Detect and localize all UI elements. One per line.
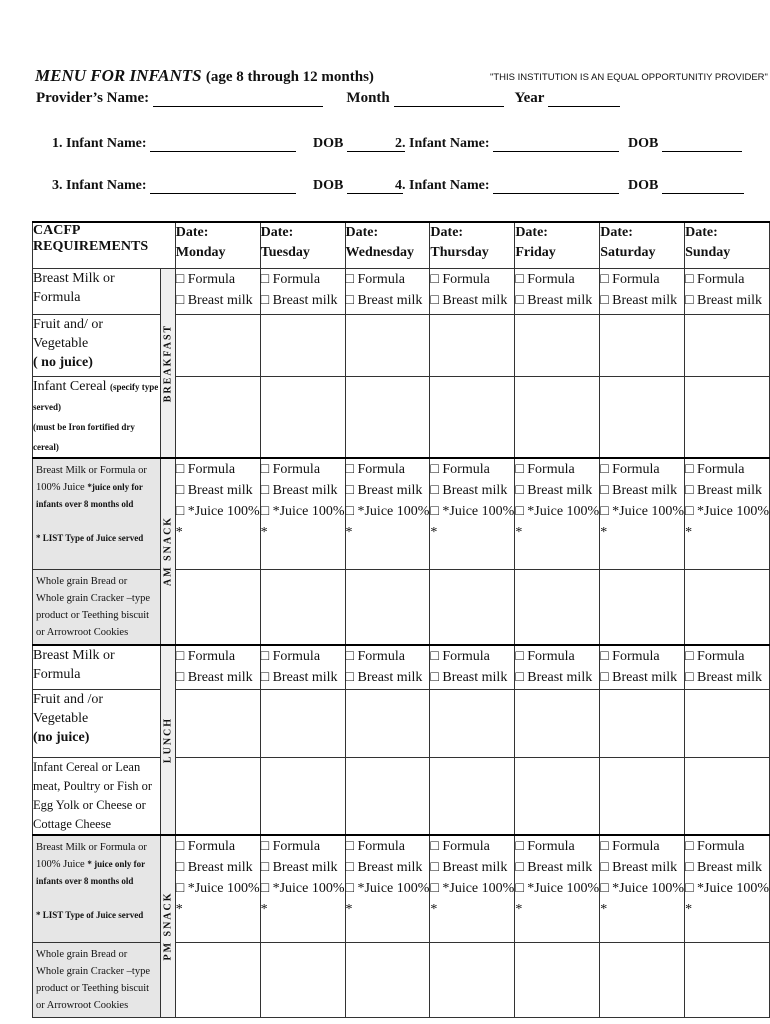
date-label: Date: xyxy=(600,225,633,240)
date-label: Date: xyxy=(175,225,209,240)
lunch-row-protein xyxy=(33,757,770,835)
am-snack-row-drink xyxy=(33,458,770,570)
year-label: Year xyxy=(514,90,545,106)
juice-checkbox[interactable]: □ *Juice 100% xyxy=(685,880,769,896)
formula-checkbox[interactable]: □ Formula xyxy=(345,461,405,477)
infant-1-name-field[interactable] xyxy=(150,137,296,152)
juice-checkbox[interactable]: □ *Juice 100% xyxy=(515,880,600,896)
breast-milk-checkbox[interactable]: □ Breast milk xyxy=(345,482,423,498)
milk-options-cell[interactable] xyxy=(685,268,770,314)
lunch-row-fruit xyxy=(33,689,770,757)
drink-options-cell[interactable] xyxy=(515,458,600,570)
am-snack-req-drink xyxy=(33,458,161,570)
meal-label-pm-snack xyxy=(161,835,176,1018)
infant-3-row xyxy=(52,178,403,194)
breast-milk-checkbox[interactable]: □ Breast milk xyxy=(175,482,253,498)
req-note: * juice only for infants over 8 months old xyxy=(36,858,145,886)
breast-milk-checkbox[interactable]: □ Breast milk xyxy=(515,482,593,498)
formula-checkbox[interactable]: □ Formula xyxy=(260,838,321,854)
menu-cell[interactable] xyxy=(260,689,345,757)
breast-milk-checkbox[interactable]: □ Breast milk xyxy=(430,670,508,685)
breast-milk-checkbox[interactable]: □ Breast milk xyxy=(430,859,508,875)
day-header-monday xyxy=(175,222,260,268)
milk-options-cell[interactable] xyxy=(600,645,685,689)
req-note: * LIST Type of Juice served xyxy=(36,532,144,543)
formula-checkbox[interactable]: □ Formula xyxy=(685,271,745,287)
req-note: (no juice) xyxy=(33,729,90,745)
provider-label: Provider’s Name: xyxy=(36,90,150,106)
provider-row xyxy=(36,90,620,107)
juice-type-note: * xyxy=(515,524,523,540)
menu-cell[interactable] xyxy=(430,689,515,757)
breast-milk-checkbox[interactable]: □ Breast milk xyxy=(260,482,338,498)
menu-cell[interactable] xyxy=(600,757,685,835)
drink-options-cell[interactable] xyxy=(260,458,345,570)
formula-checkbox[interactable]: □ Formula xyxy=(345,838,405,854)
menu-cell[interactable] xyxy=(600,314,685,376)
meal-label-text: AM SNACK xyxy=(162,516,174,587)
menu-cell[interactable] xyxy=(175,314,260,376)
req-note: (must be Iron fortified dry cereal) xyxy=(33,421,135,452)
day-label: Sunday xyxy=(685,245,731,260)
meal-label-am-snack xyxy=(161,458,176,646)
breast-milk-checkbox[interactable]: □ Breast milk xyxy=(430,482,508,498)
breast-milk-checkbox[interactable]: □ Breast milk xyxy=(685,670,762,685)
req-note: * LIST Type of Juice served xyxy=(36,909,144,920)
req-text: Infant Cereal xyxy=(33,378,107,394)
infant-4-dob-field[interactable] xyxy=(662,179,744,194)
formula-checkbox[interactable]: □ Formula xyxy=(685,838,745,854)
meal-label-lunch xyxy=(161,645,176,835)
date-label: Date: xyxy=(685,225,718,240)
juice-type-note: * xyxy=(600,901,608,917)
menu-cell[interactable] xyxy=(515,376,600,458)
milk-options-cell[interactable] xyxy=(260,268,345,314)
menu-cell[interactable] xyxy=(175,689,260,757)
menu-cell[interactable] xyxy=(685,314,770,376)
menu-cell[interactable] xyxy=(430,314,515,376)
menu-cell[interactable] xyxy=(600,689,685,757)
juice-type-note: * xyxy=(430,901,438,917)
infant-2-row xyxy=(395,136,742,152)
header-row xyxy=(33,222,770,268)
day-header-wednesday xyxy=(345,222,430,268)
lunch-row-milk xyxy=(33,645,770,689)
menu-cell[interactable] xyxy=(430,757,515,835)
infant-number: 3. xyxy=(52,178,63,193)
day-header-friday xyxy=(515,222,600,268)
day-label: Thursday xyxy=(430,245,489,260)
juice-checkbox[interactable]: □ *Juice 100% xyxy=(175,503,260,519)
req-text: Breast Milk or Formula or 100% Juice xyxy=(36,464,147,493)
req-note: (specify type served) xyxy=(33,381,159,412)
drink-options-cell[interactable] xyxy=(600,458,685,570)
formula-checkbox[interactable]: □ Formula xyxy=(175,461,236,477)
menu-cell[interactable] xyxy=(600,570,685,646)
day-header-sunday xyxy=(685,222,770,268)
menu-cell[interactable] xyxy=(175,757,260,835)
infant-2-name-field[interactable] xyxy=(493,137,619,152)
menu-cell[interactable] xyxy=(345,757,430,835)
juice-type-note: * xyxy=(515,901,523,917)
juice-checkbox[interactable]: □ *Juice 100% xyxy=(345,503,430,519)
title-text: MENU FOR INFANTS xyxy=(35,66,202,85)
breakfast-req-cereal xyxy=(33,376,161,458)
drink-options-cell[interactable] xyxy=(600,835,685,943)
dob-label: DOB xyxy=(628,178,659,193)
juice-type-note: * xyxy=(345,901,353,917)
year-field[interactable] xyxy=(548,92,620,107)
menu-cell[interactable] xyxy=(345,570,430,646)
pm-snack-row-grain xyxy=(33,943,770,1018)
formula-checkbox[interactable]: □ Formula xyxy=(515,838,575,854)
formula-checkbox[interactable]: □ Formula xyxy=(345,649,405,664)
breast-milk-checkbox[interactable]: □ Breast milk xyxy=(600,292,678,308)
menu-cell[interactable] xyxy=(175,570,260,646)
am-snack-req-grain: Whole grain Bread or Whole grain Cracker –type product or Teething biscuit or Arrowroot Cookies xyxy=(33,570,161,646)
formula-checkbox[interactable]: □ Formula xyxy=(685,649,745,664)
breast-milk-checkbox[interactable]: □ Breast milk xyxy=(600,670,678,685)
juice-checkbox[interactable]: □ *Juice 100% xyxy=(175,880,260,896)
pm-snack-req-drink xyxy=(33,835,161,943)
menu-cell[interactable] xyxy=(260,314,345,376)
date-label: Date: xyxy=(430,225,464,240)
breakfast-row-milk xyxy=(33,268,770,314)
req-note: *juice only for infants over 8 months old xyxy=(36,481,143,509)
date-label: Date: xyxy=(345,225,379,240)
day-label: Saturday xyxy=(600,245,656,260)
formula-checkbox[interactable]: □ Formula xyxy=(430,271,490,287)
breast-milk-checkbox[interactable]: □ Breast milk xyxy=(515,292,593,308)
dob-label: DOB xyxy=(313,136,344,151)
menu-cell[interactable] xyxy=(515,757,600,835)
breast-milk-checkbox[interactable]: □ Breast milk xyxy=(175,292,253,308)
infant-4-row xyxy=(395,178,744,194)
menu-cell[interactable] xyxy=(685,689,770,757)
equal-opportunity-notice: "THIS INSTITUTION IS AN EQUAL OPPORTUNITIY PROVIDER" xyxy=(490,72,768,83)
menu-cell[interactable] xyxy=(430,943,515,1018)
date-label: Date: xyxy=(260,225,294,240)
menu-cell[interactable] xyxy=(345,689,430,757)
drink-options-cell[interactable] xyxy=(430,835,515,943)
menu-cell[interactable] xyxy=(515,570,600,646)
juice-checkbox[interactable]: □ *Juice 100% xyxy=(515,503,600,519)
infant-3-name-field[interactable] xyxy=(150,179,296,194)
menu-cell[interactable] xyxy=(685,757,770,835)
am-snack-row-grain xyxy=(33,570,770,646)
milk-options-cell[interactable] xyxy=(430,268,515,314)
drink-options-cell[interactable] xyxy=(175,835,260,943)
infant-name-label: Infant Name: xyxy=(66,178,147,193)
day-label: Monday xyxy=(175,245,226,260)
formula-checkbox[interactable]: □ Formula xyxy=(515,649,575,664)
menu-cell[interactable] xyxy=(515,689,600,757)
breast-milk-checkbox[interactable]: □ Breast milk xyxy=(260,292,338,308)
menu-cell[interactable] xyxy=(430,376,515,458)
infant-number: 1. xyxy=(52,136,63,151)
milk-options-cell[interactable] xyxy=(175,645,260,689)
req-text: Fruit and/ or Vegetable xyxy=(33,316,103,351)
meal-label-text: PM SNACK xyxy=(162,891,174,961)
breast-milk-checkbox[interactable]: □ Breast milk xyxy=(600,482,678,498)
req-text: Breast Milk or Formula or 100% Juice xyxy=(36,841,147,870)
infant-1-row xyxy=(52,136,405,152)
breast-milk-checkbox[interactable]: □ Breast milk xyxy=(345,670,423,685)
pm-snack-req-grain: Whole grain Bread or Whole grain Cracker –type product or Teething biscuit or Arrowroot Cookies xyxy=(33,943,161,1018)
infant-name-label: Infant Name: xyxy=(66,136,147,151)
infant-number: 2. xyxy=(395,136,406,151)
formula-checkbox[interactable]: □ Formula xyxy=(260,649,321,664)
breast-milk-checkbox[interactable]: □ Breast milk xyxy=(600,859,678,875)
month-field[interactable] xyxy=(394,92,504,107)
formula-checkbox[interactable]: □ Formula xyxy=(600,838,660,854)
juice-checkbox[interactable]: □ *Juice 100% xyxy=(260,503,345,519)
breast-milk-checkbox[interactable]: □ Breast milk xyxy=(685,482,762,498)
juice-type-note: * xyxy=(685,524,693,540)
infant-name-label: Infant Name: xyxy=(409,178,490,193)
breast-milk-checkbox[interactable]: □ Breast milk xyxy=(685,292,762,308)
milk-options-cell[interactable] xyxy=(515,268,600,314)
pm-snack-row-drink xyxy=(33,835,770,943)
drink-options-cell[interactable] xyxy=(515,835,600,943)
breakfast-row-fruit xyxy=(33,314,770,376)
milk-options-cell[interactable] xyxy=(685,645,770,689)
formula-checkbox[interactable]: □ Formula xyxy=(600,649,660,664)
infant-4-name-field[interactable] xyxy=(493,179,619,194)
formula-checkbox[interactable]: □ Formula xyxy=(260,271,321,287)
menu-cell[interactable] xyxy=(260,757,345,835)
day-header-tuesday xyxy=(260,222,345,268)
breast-milk-checkbox[interactable]: □ Breast milk xyxy=(685,859,762,875)
lunch-req-fruit xyxy=(33,689,161,757)
menu-cell[interactable] xyxy=(260,570,345,646)
drink-options-cell[interactable] xyxy=(345,458,430,570)
breast-milk-checkbox[interactable]: □ Breast milk xyxy=(345,859,423,875)
breast-milk-checkbox[interactable]: □ Breast milk xyxy=(260,670,338,685)
infant-number: 4. xyxy=(395,178,406,193)
menu-cell[interactable] xyxy=(515,314,600,376)
breast-milk-checkbox[interactable]: □ Breast milk xyxy=(345,292,423,308)
meal-label-breakfast xyxy=(161,268,176,458)
lunch-req-protein: Infant Cereal or Lean meat, Poultry or Fish or Egg Yolk or Cheese or Cottage Cheese xyxy=(33,757,161,835)
milk-options-cell[interactable] xyxy=(515,645,600,689)
formula-checkbox[interactable]: □ Formula xyxy=(600,271,660,287)
infant-name-label: Infant Name: xyxy=(409,136,490,151)
breast-milk-checkbox[interactable]: □ Breast milk xyxy=(430,292,508,308)
juice-checkbox[interactable]: □ *Juice 100% xyxy=(600,880,685,896)
menu-cell[interactable] xyxy=(685,376,770,458)
juice-checkbox[interactable]: □ *Juice 100% xyxy=(345,880,430,896)
milk-options-cell[interactable] xyxy=(430,645,515,689)
breast-milk-checkbox[interactable]: □ Breast milk xyxy=(260,859,338,875)
lunch-req-milk: Breast Milk or Formula xyxy=(33,645,161,689)
dob-label: DOB xyxy=(313,178,344,193)
breakfast-req-milk: Breast Milk or Formula xyxy=(33,268,161,314)
formula-checkbox[interactable]: □ Formula xyxy=(260,461,321,477)
formula-checkbox[interactable]: □ Formula xyxy=(430,461,490,477)
menu-cell[interactable] xyxy=(345,314,430,376)
formula-checkbox[interactable]: □ Formula xyxy=(345,271,405,287)
juice-type-note: * xyxy=(260,524,268,540)
menu-cell[interactable] xyxy=(175,376,260,458)
menu-cell[interactable] xyxy=(430,570,515,646)
drink-options-cell[interactable] xyxy=(685,835,770,943)
milk-options-cell[interactable] xyxy=(260,645,345,689)
juice-type-note: * xyxy=(175,524,183,540)
juice-checkbox[interactable]: □ *Juice 100% xyxy=(430,503,515,519)
menu-cell[interactable] xyxy=(175,943,260,1018)
menu-cell[interactable] xyxy=(600,943,685,1018)
meal-label-text: BREAKFAST xyxy=(162,323,174,402)
milk-options-cell[interactable] xyxy=(175,268,260,314)
day-label: Friday xyxy=(515,245,556,260)
infant-2-dob-field[interactable] xyxy=(662,137,742,152)
breast-milk-checkbox[interactable]: □ Breast milk xyxy=(515,859,593,875)
menu-cell[interactable] xyxy=(600,376,685,458)
menu-cell[interactable] xyxy=(345,943,430,1018)
day-label: Tuesday xyxy=(260,245,310,260)
juice-type-note: * xyxy=(345,524,353,540)
juice-checkbox[interactable]: □ *Juice 100% xyxy=(600,503,685,519)
milk-options-cell[interactable] xyxy=(600,268,685,314)
formula-checkbox[interactable]: □ Formula xyxy=(600,461,660,477)
meal-label-text: LUNCH xyxy=(162,716,174,763)
dob-label: DOB xyxy=(628,136,659,151)
page-title xyxy=(35,66,374,86)
menu-cell[interactable] xyxy=(345,376,430,458)
requirements-header: CACFP REQUIREMENTS xyxy=(33,222,176,268)
juice-type-note: * xyxy=(260,901,268,917)
day-header-saturday xyxy=(600,222,685,268)
formula-checkbox[interactable]: □ Formula xyxy=(175,838,236,854)
juice-type-note: * xyxy=(685,901,693,917)
juice-checkbox[interactable]: □ *Juice 100% xyxy=(685,503,769,519)
menu-cell[interactable] xyxy=(685,943,770,1018)
juice-type-note: * xyxy=(430,524,438,540)
juice-type-note: * xyxy=(600,524,608,540)
milk-options-cell[interactable] xyxy=(345,645,430,689)
formula-checkbox[interactable]: □ Formula xyxy=(175,649,236,664)
formula-checkbox[interactable]: □ Formula xyxy=(430,649,490,664)
breakfast-row-cereal xyxy=(33,376,770,458)
formula-checkbox[interactable]: □ Formula xyxy=(515,461,575,477)
day-label: Wednesday xyxy=(345,245,414,260)
month-label: Month xyxy=(346,90,390,106)
drink-options-cell[interactable] xyxy=(345,835,430,943)
formula-checkbox[interactable]: □ Formula xyxy=(515,271,575,287)
menu-table xyxy=(32,221,770,1018)
date-label: Date: xyxy=(515,225,548,240)
menu-cell[interactable] xyxy=(515,943,600,1018)
menu-cell[interactable] xyxy=(260,376,345,458)
drink-options-cell[interactable] xyxy=(175,458,260,570)
breakfast-req-fruit xyxy=(33,314,161,376)
formula-checkbox[interactable]: □ Formula xyxy=(430,838,490,854)
drink-options-cell[interactable] xyxy=(685,458,770,570)
juice-checkbox[interactable]: □ *Juice 100% xyxy=(260,880,345,896)
provider-name-field[interactable] xyxy=(153,92,323,107)
day-header-thursday xyxy=(430,222,515,268)
breast-milk-checkbox[interactable]: □ Breast milk xyxy=(175,670,253,685)
formula-checkbox[interactable]: □ Formula xyxy=(175,271,236,287)
milk-options-cell[interactable] xyxy=(345,268,430,314)
drink-options-cell[interactable] xyxy=(260,835,345,943)
menu-cell[interactable] xyxy=(685,570,770,646)
breast-milk-checkbox[interactable]: □ Breast milk xyxy=(175,859,253,875)
drink-options-cell[interactable] xyxy=(430,458,515,570)
juice-type-note: * xyxy=(175,901,183,917)
req-note: ( no juice) xyxy=(33,354,93,370)
subtitle-text: (age 8 through 12 months) xyxy=(205,69,374,85)
formula-checkbox[interactable]: □ Formula xyxy=(685,461,745,477)
breast-milk-checkbox[interactable]: □ Breast milk xyxy=(515,670,593,685)
juice-checkbox[interactable]: □ *Juice 100% xyxy=(430,880,515,896)
req-text: Fruit and /or Vegetable xyxy=(33,691,103,726)
menu-cell[interactable] xyxy=(260,943,345,1018)
